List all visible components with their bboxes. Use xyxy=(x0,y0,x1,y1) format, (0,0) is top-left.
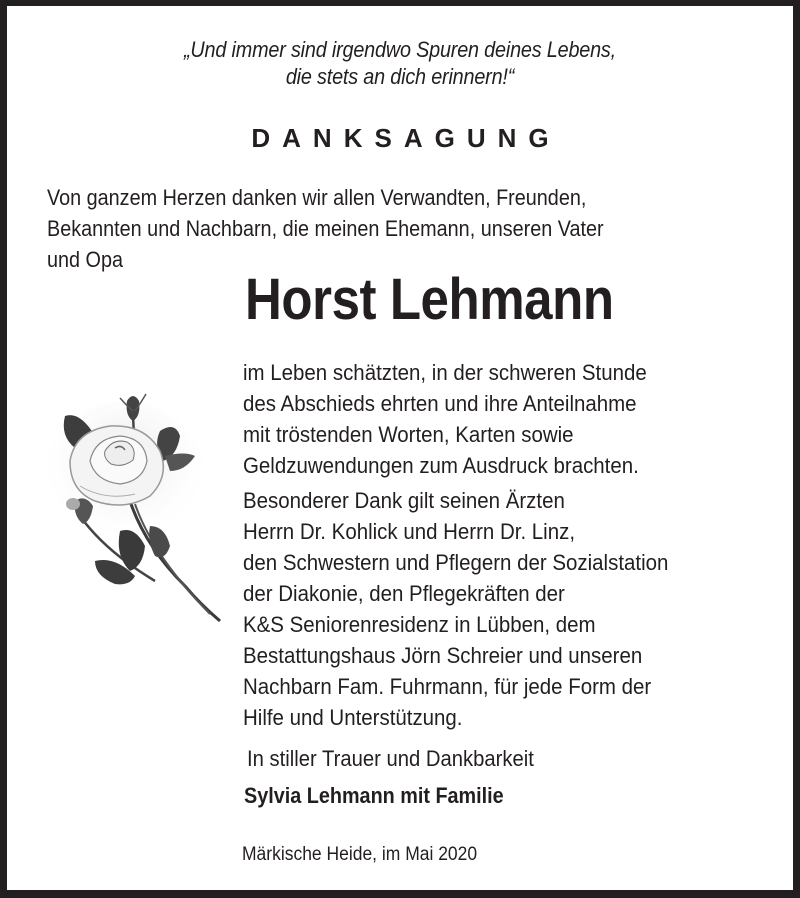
memorial-quote xyxy=(46,36,753,90)
place-date: Märkische Heide, im Mai 2020 xyxy=(242,844,478,865)
deceased-name: Horst Lehmann xyxy=(245,267,614,332)
intro-line: Von ganzem Herzen danken wir allen Verwandten, Freunden, xyxy=(47,185,587,210)
quote-line: „Und immer sind irgendwo Spuren deines Lebens, xyxy=(184,37,616,62)
intro-paragraph xyxy=(47,182,713,275)
closing-line: In stiller Trauer und Dankbarkeit xyxy=(247,746,534,771)
paragraph-line: im Leben schätzten, in der schweren Stunde xyxy=(243,360,647,385)
paragraph-line: der Diakonie, den Pflegekräften der xyxy=(243,581,565,606)
quote-line: die stets an dich erinnern!“ xyxy=(285,64,515,89)
paragraph-line: K&S Seniorenresidenz in Lübben, dem xyxy=(243,612,596,637)
paragraph-line: den Schwestern und Pflegern der Sozialstation xyxy=(243,550,669,575)
special-thanks-paragraph xyxy=(243,485,764,733)
paragraph-line: Besonderer Dank gilt seinen Ärzten xyxy=(243,488,565,513)
page-title: DANKSAGUNG xyxy=(251,123,561,153)
paragraph-line: Nachbarn Fam. Fuhrmann, für jede Form der xyxy=(243,674,652,699)
paragraph-line: Bestattungshaus Jörn Schreier und unseren xyxy=(243,643,643,668)
paragraph-line: Hilfe und Unterstützung. xyxy=(243,705,463,730)
paragraph-line: Geldzuwendungen zum Ausdruck brachten. xyxy=(243,453,639,478)
paragraph-line: des Abschieds ehrten und ihre Anteilnahme xyxy=(243,391,637,416)
thanks-paragraph xyxy=(243,357,764,481)
obituary-notice xyxy=(7,6,793,890)
signer-name: Sylvia Lehmann mit Familie xyxy=(244,783,504,808)
paragraph-line: Herrn Dr. Kohlick und Herrn Dr. Linz, xyxy=(243,519,576,544)
rose-illustration-icon xyxy=(35,376,225,626)
intro-line: und Opa xyxy=(47,247,123,272)
paragraph-line: mit tröstenden Worten, Karten sowie xyxy=(243,422,574,447)
intro-line: Bekannten und Nachbarn, die meinen Ehemann, unseren Vater xyxy=(47,216,604,241)
